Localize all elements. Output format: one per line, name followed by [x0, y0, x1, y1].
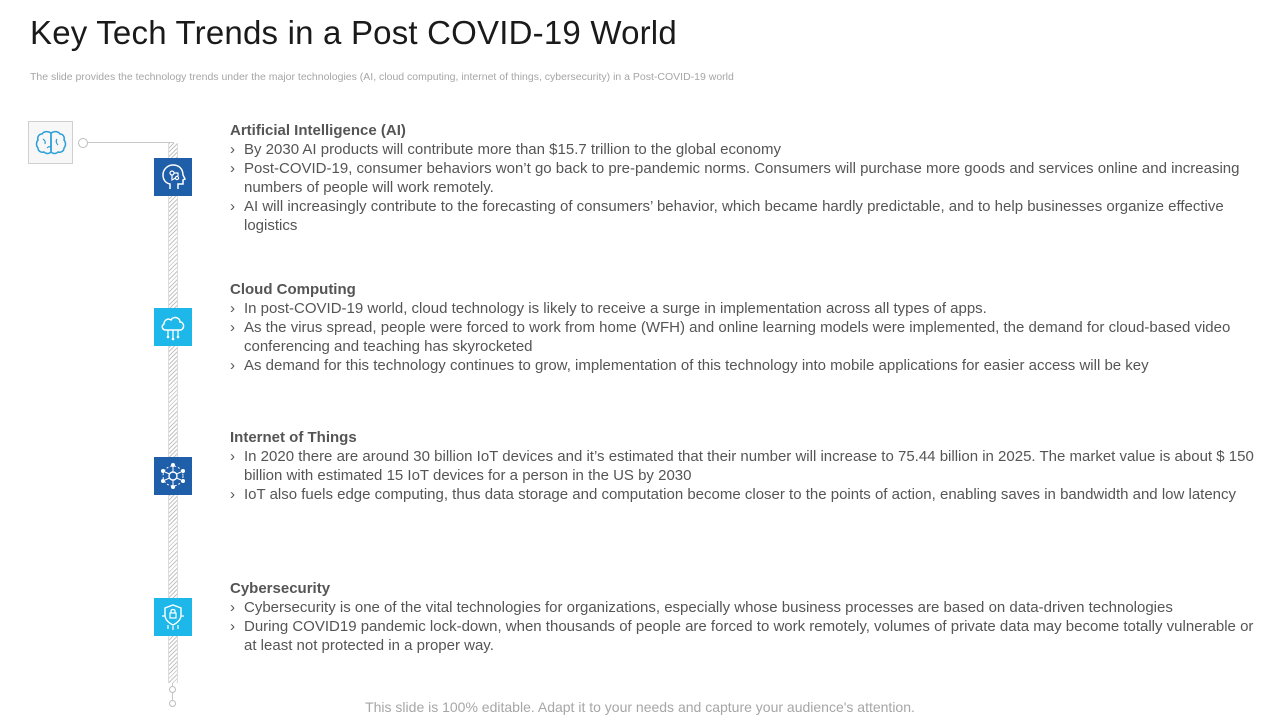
slide-title: Key Tech Trends in a Post COVID-19 World: [30, 14, 677, 51]
brain-icon-box: [28, 121, 73, 164]
cloud-icon-box: [154, 308, 192, 346]
slide-subtitle: The slide provides the technology trends under the major technologies (AI, cloud computing, internet of things, cybersecurity) in a Post-COVID-19 world: [30, 71, 734, 83]
section-cybersecurity: [230, 579, 1260, 655]
section-cloud: [230, 280, 1260, 375]
bullet-item: › AI will increasingly contribute to the forecasting of consumers’ behavior, which became hardly predictable, and to help businesses organize effective logistics: [230, 197, 1260, 235]
bullet-item: › During COVID19 pandemic lock-down, when thousands of people are forced to work remotely, volumes of private data may become totally vulnerable or at least not protected in a proper way.: [230, 617, 1260, 655]
bullet-item: › In 2020 there are around 30 billion IoT devices and it’s estimated that their number will increase to 75.44 billion in 2025. The market value is about $ 150 billion with estimated 15 IoT devices for a person in the US by 2030: [230, 447, 1260, 485]
section-iot: [230, 428, 1260, 504]
ai-head-icon: [158, 162, 188, 192]
bullet-item: › As demand for this technology continues to grow, implementation of this technology into mobile applications for easier access will be key: [230, 356, 1260, 375]
cloud-circuit-icon: [158, 312, 188, 342]
bullet-item: › In post-COVID-19 world, cloud technology is likely to receive a surge in implementation across all types of apps.: [230, 299, 1260, 318]
bullet-item: › IoT also fuels edge computing, thus data storage and computation become closer to the points of action, enabling saves in bandwidth and low latency: [230, 485, 1260, 504]
bullet-item: › Cybersecurity is one of the vital technologies for organizations, especially whose business processes are based on data-driven technologies: [230, 598, 1260, 617]
section-title: Internet of Things: [230, 429, 357, 446]
bullet-item: › By 2030 AI products will contribute more than $15.7 trillion to the global economy: [230, 140, 1260, 159]
cyber-icon-box: [154, 598, 192, 636]
brain-icon: [35, 130, 67, 156]
connector-dot: [78, 138, 88, 148]
network-hub-icon: [158, 461, 188, 491]
shield-circuit-icon: [158, 602, 188, 632]
connector-line: [88, 142, 174, 143]
section-title: Cybersecurity: [230, 580, 331, 597]
section-title: Cloud Computing: [230, 281, 356, 298]
timeline-end-dot: [169, 686, 176, 693]
section-title: Artificial Intelligence (AI): [230, 122, 406, 139]
footer-note: This slide is 100% editable. Adapt it to your needs and capture your audience's attention.: [365, 699, 915, 715]
ai-icon-box: [154, 158, 192, 196]
bullet-item: › Post-COVID-19, consumer behaviors won’t go back to pre-pandemic norms. Consumers will purchase more goods and services online and increasing numbers of people will work remotely.: [230, 159, 1260, 197]
iot-icon-box: [154, 457, 192, 495]
bullet-item: › As the virus spread, people were forced to work from home (WFH) and online learning models were implemented, the demand for cloud-based video conferencing and teaching has skyrocketed: [230, 318, 1260, 356]
section-ai: [230, 121, 1260, 235]
